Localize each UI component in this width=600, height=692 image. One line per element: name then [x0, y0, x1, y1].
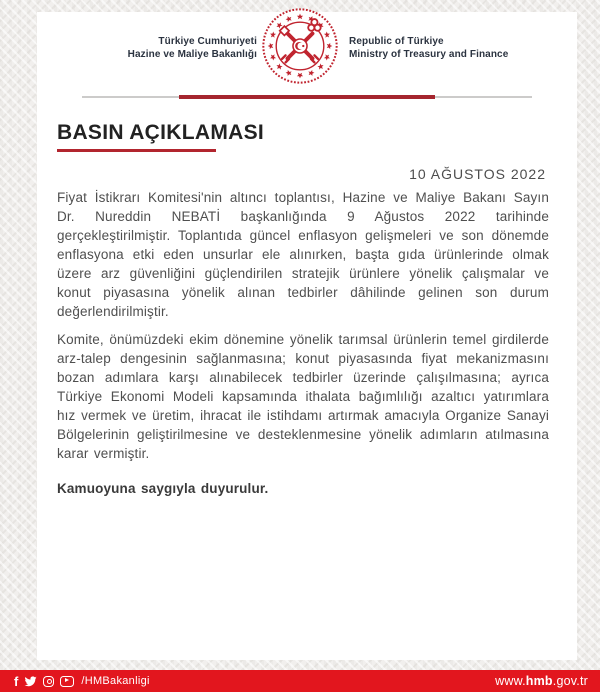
website-suffix: .gov.tr	[552, 674, 588, 688]
social-handle[interactable]: /HMBakanligi	[81, 675, 150, 687]
ministry-name-en-line2: Ministry of Treasury and Finance	[349, 49, 509, 60]
ministry-emblem-icon	[261, 7, 339, 85]
ministry-name-english	[349, 35, 549, 61]
ministry-name-tr-line1: Türkiye Cumhuriyeti	[158, 36, 257, 47]
website-domain: hmb	[525, 674, 553, 688]
website-link[interactable]	[495, 674, 588, 688]
closing-statement: Kamuoyuna saygıyla duyurulur.	[57, 481, 269, 496]
ministry-name-en-line1: Republic of Türkiye	[349, 36, 444, 47]
title-underline	[57, 149, 216, 152]
title-block	[57, 121, 264, 152]
page-title: BASIN AÇIKLAMASI	[57, 121, 265, 144]
header-separator-red-segment	[179, 95, 435, 99]
release-date: 10 AĞUSTOS 2022	[409, 166, 546, 182]
ministry-name-tr-line2: Hazine ve Maliye Bakanlığı	[127, 49, 257, 60]
paragraph-2: Komite, önümüzdeki ekim dönemine yönelik tarımsal ürünlerin temel girdilerde arz-talep dengesinin sağlanmasına; konut piyasasında fiyat mekanizmasını bozan adımlara karşı alınabilecek tedbirler üzerinde çalışılmasına; ayrıca Türkiye Ekonomi Modeli kapsamında ithalata bağımlılığı azaltıcı yatırımlara hız vermek ve üretim, ihracat ile istihdamı artırmak amacıyla Organize Sanayi Bölgelerinin geliştirilmesine ve desteklenmesine yönelik adımların atılmasına karar vermiştir.	[57, 332, 549, 461]
instagram-icon[interactable]	[43, 676, 54, 687]
twitter-icon[interactable]	[24, 675, 37, 688]
paragraph-1: Fiyat İstikrarı Komitesi'nin altıncı toplantısı, Hazine ve Maliye Bakanı Sayın Dr. Nureddin NEBATİ başkanlığında 9 Ağustos 2022 tarihinde gerçekleştirilmiştir. Toplantıda güncel enflasyon gelişmeleri ve son dönemde enflasyona etki eden unsurlar ele alınırken, başta gıda ürünlerinde olmak üzere arz güvenliğini güçlendirilen stratejik ürünlere yönelik çalışmalar ve konut piyasasına yönelik alınan tedbirler dâhilinde gelinen son durum değerlendirilmiştir.	[57, 190, 549, 319]
facebook-icon[interactable]: f	[14, 673, 19, 689]
footer-bar	[0, 670, 600, 692]
website-prefix: www.	[495, 674, 526, 688]
youtube-icon[interactable]	[60, 676, 74, 687]
social-links	[14, 675, 150, 688]
ministry-name-turkish	[67, 35, 257, 61]
press-release-card	[37, 12, 577, 660]
press-release-body	[57, 188, 549, 507]
header-separator-line	[82, 96, 532, 98]
